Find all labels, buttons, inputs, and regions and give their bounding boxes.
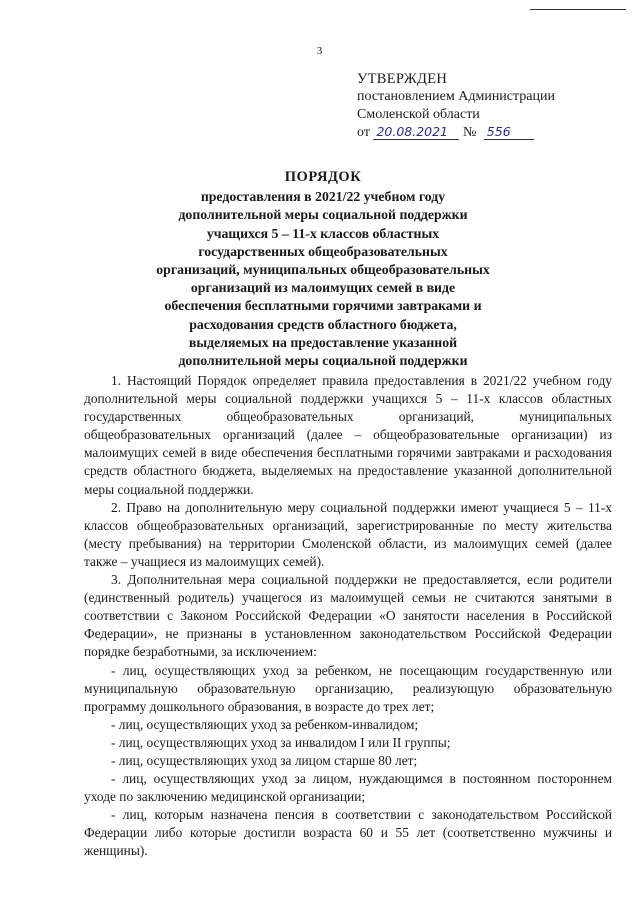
title-line: дополнительной меры социальной поддержки bbox=[178, 353, 468, 369]
document-body bbox=[84, 372, 612, 861]
list-item: - лиц, осуществляющих уход за лицом, нуждающимся в постоянном постороннем уходе по заключению медицинской организации; bbox=[84, 771, 612, 805]
document-title bbox=[85, 168, 561, 370]
approval-line-1: постановлением Администрации bbox=[357, 89, 555, 104]
title-line: организаций, муниципальных общеобразовательных bbox=[156, 262, 490, 278]
title-line: выделяемых на предоставление указанной bbox=[188, 334, 458, 350]
page-number: 3 bbox=[316, 45, 323, 57]
approval-heading: УТВЕРЖДЕН bbox=[357, 71, 448, 87]
list-item: - лиц, осуществляющих уход за лицом старше 80 лет; bbox=[111, 752, 418, 768]
paragraph-2: 2. Право на дополнительную меру социальной поддержки имеют учащиеся 5 – 11-х классов общеобразовательных организаций, зарегистрированные по месту жительства (месту пребывания) на территории Смоленской области, из малоимущих семей (далее также – учащиеся из малоимущих семей). bbox=[84, 499, 612, 569]
list-item: - лиц, осуществляющих уход за ребенком, не посещающим государственную или муниципальную образовательную организацию, реализующую образовательную программу дошкольного образования, в возрасте до трех лет; bbox=[84, 662, 612, 714]
number-prefix: № bbox=[462, 125, 477, 140]
list-item: - лиц, которым назначена пенсия в соответствии с законодательством Российской Федерации либо которые достигли возраста 60 и 55 лет (соответственно мужчины и женщины). bbox=[84, 807, 612, 859]
title-line: предоставления в 2021/22 учебном году bbox=[200, 189, 446, 205]
handwritten-date: 20.08.2021 bbox=[373, 125, 459, 140]
paragraph-3: 3. Дополнительная мера социальной поддержки не предоставляется, если родители (единственный родитель) учащегося из малоимущей семьи не считаются занятыми в соответствии с Законом Российской Федерации «О занятости населения в Российской Федерации», не признаны в установленном законодательством Российской Федерации порядке безработными, за исключением: bbox=[84, 572, 612, 660]
handwritten-number: 556 bbox=[484, 125, 534, 140]
list-item: - лиц, осуществляющих уход за ребенком-инвалидом; bbox=[111, 716, 419, 732]
paragraph-1: 1. Настоящий Порядок определяет правила предоставления в 2021/22 учебном году дополнительной меры социальной поддержки учащихся 5 – 11-х классов областных государственных общеобразовательных организаций, муниципальных общеобразовательных организаций (далее – общеобразовательные организации) из малоимущих семей в виде обеспечения бесплатными горячими завтраками и расходования средств областного бюджета, выделяемых на предоставление указанной дополнительной меры социальной поддержки. bbox=[84, 373, 612, 497]
title-line: расходования средств областного бюджета, bbox=[189, 316, 457, 332]
title-line: учащихся 5 – 11-х классов областных bbox=[206, 225, 440, 241]
title-line: организаций из малоимущих семей в виде bbox=[190, 280, 456, 296]
approval-block bbox=[357, 70, 617, 142]
list-item: - лиц, осуществляющих уход за инвалидом I или II группы; bbox=[111, 734, 451, 750]
title-line: государственных общеобразовательных bbox=[198, 243, 448, 259]
title-line: обеспечения бесплатными горячими завтраками и bbox=[164, 298, 482, 314]
date-prefix: от bbox=[357, 125, 370, 140]
approval-date-line bbox=[357, 124, 617, 142]
title-line: дополнительной меры социальной поддержки bbox=[178, 207, 468, 223]
title-main: ПОРЯДОК bbox=[284, 169, 362, 185]
top-rule bbox=[530, 9, 626, 10]
approval-line-2: Смоленской области bbox=[357, 107, 480, 122]
